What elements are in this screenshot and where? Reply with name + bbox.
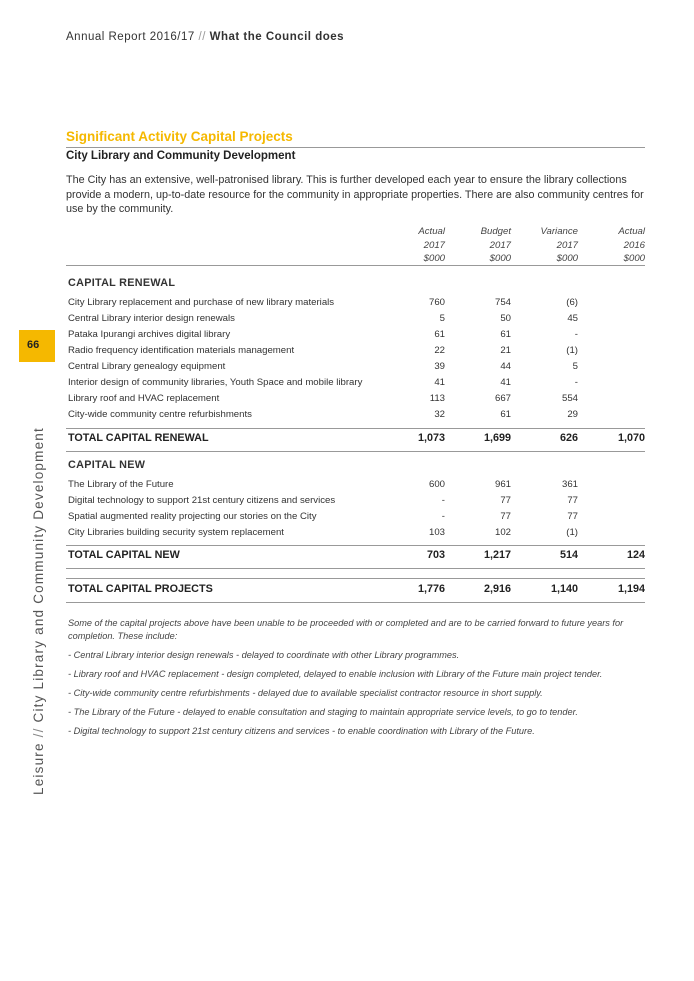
table-row: Radio frequency identification materials management 22 21 (1) [68,345,578,356]
total-new-rule-top [66,545,645,546]
section-title: Significant Activity Capital Projects [66,129,293,144]
table-row: City Library replacement and purchase of new library materials 760 754 (6) [68,297,578,308]
total-capital-new-row: TOTAL CAPITAL NEW 703 1,217 514 124 [68,549,645,561]
header-separator: // [198,31,206,43]
note-item: - Library roof and HVAC replacement - design completed, delayed to enable inclusion with Library of the Future main project tender. [68,668,603,679]
table-row: Pataka Ipurangi archives digital library 61 61 - [68,329,578,340]
table-header-rule [66,265,645,266]
table-row: The Library of the Future 600 961 361 [68,479,578,490]
side-label-separator: // [31,727,46,738]
total-capital-renewal-row: TOTAL CAPITAL RENEWAL 1,073 1,699 626 1,070 [68,432,645,444]
intro-paragraph: The City has an extensive, well-patronised library. This is further developed each year to ensure the library collections provide a modern, up-to-date resource for the community in appropriate properties. There are also community centres for use by the community. [66,174,644,216]
grand-total-rule-top [66,578,645,579]
table-row: City-wide community centre refurbishments 32 61 29 [68,409,578,420]
side-section-label [31,427,46,795]
carry-forward-notes [68,617,648,744]
note-item: - Central Library interior design renewals - delayed to coordinate with other Library programmes. [68,649,460,660]
table-row: Digital technology to support 21st century citizens and services - 77 77 [68,495,578,506]
col-header-budget-2017: Budget 2017 $000 [480,226,511,264]
report-title: Annual Report 2016/17 [66,31,195,43]
table-row: Library roof and HVAC replacement 113 667 554 [68,393,578,404]
note-item: - City-wide community centre refurbishments - delayed due to available specialist contractor resource in short supply. [68,687,543,698]
col-header-actual-2016: Actual 2016 $000 [618,226,645,264]
note-item: - Digital technology to support 21st century citizens and services - to enable coordination with Library of the Future. [68,725,535,736]
total-new-rule-bottom [66,568,645,569]
side-label-activity: City Library and Community Development [31,427,46,723]
chapter-title: What the Council does [209,31,345,43]
section-divider [66,147,645,148]
notes-intro: Some of the capital projects above have been unable to be proceeded with or completed and are to be carried forward to future years for completion. These include: [68,618,624,641]
page-number: 66 [27,339,40,351]
total-capital-projects-row: TOTAL CAPITAL PROJECTS 1,776 2,916 1,140 1,194 [68,583,645,595]
capital-new-heading: CAPITAL NEW [68,459,146,471]
total-renewal-rule-top [66,428,645,429]
table-row: Central Library genealogy equipment 39 44 5 [68,361,578,372]
table-row: City Libraries building security system replacement 103 102 (1) [68,527,578,538]
table-row: Spatial augmented reality projecting our stories on the City - 77 77 [68,511,578,522]
capital-renewal-heading: CAPITAL RENEWAL [68,277,176,289]
table-row: Interior design of community libraries, Youth Space and mobile library 41 41 - [68,377,578,388]
grand-total-rule-bottom [66,602,645,603]
side-label-category: Leisure [31,742,46,795]
page-number-tab [19,330,55,362]
col-header-actual-2017: Actual 2017 $000 [418,226,445,264]
note-item: - The Library of the Future - delayed to enable consultation and staging to maintain appropriate service levels, to go to tender. [68,706,578,717]
total-renewal-rule-bottom [66,451,645,452]
subsection-title: City Library and Community Development [66,150,296,162]
table-row: Central Library interior design renewals 5 50 45 [68,313,578,324]
running-header [66,31,344,43]
col-header-variance-2017: Variance 2017 $000 [540,226,578,264]
